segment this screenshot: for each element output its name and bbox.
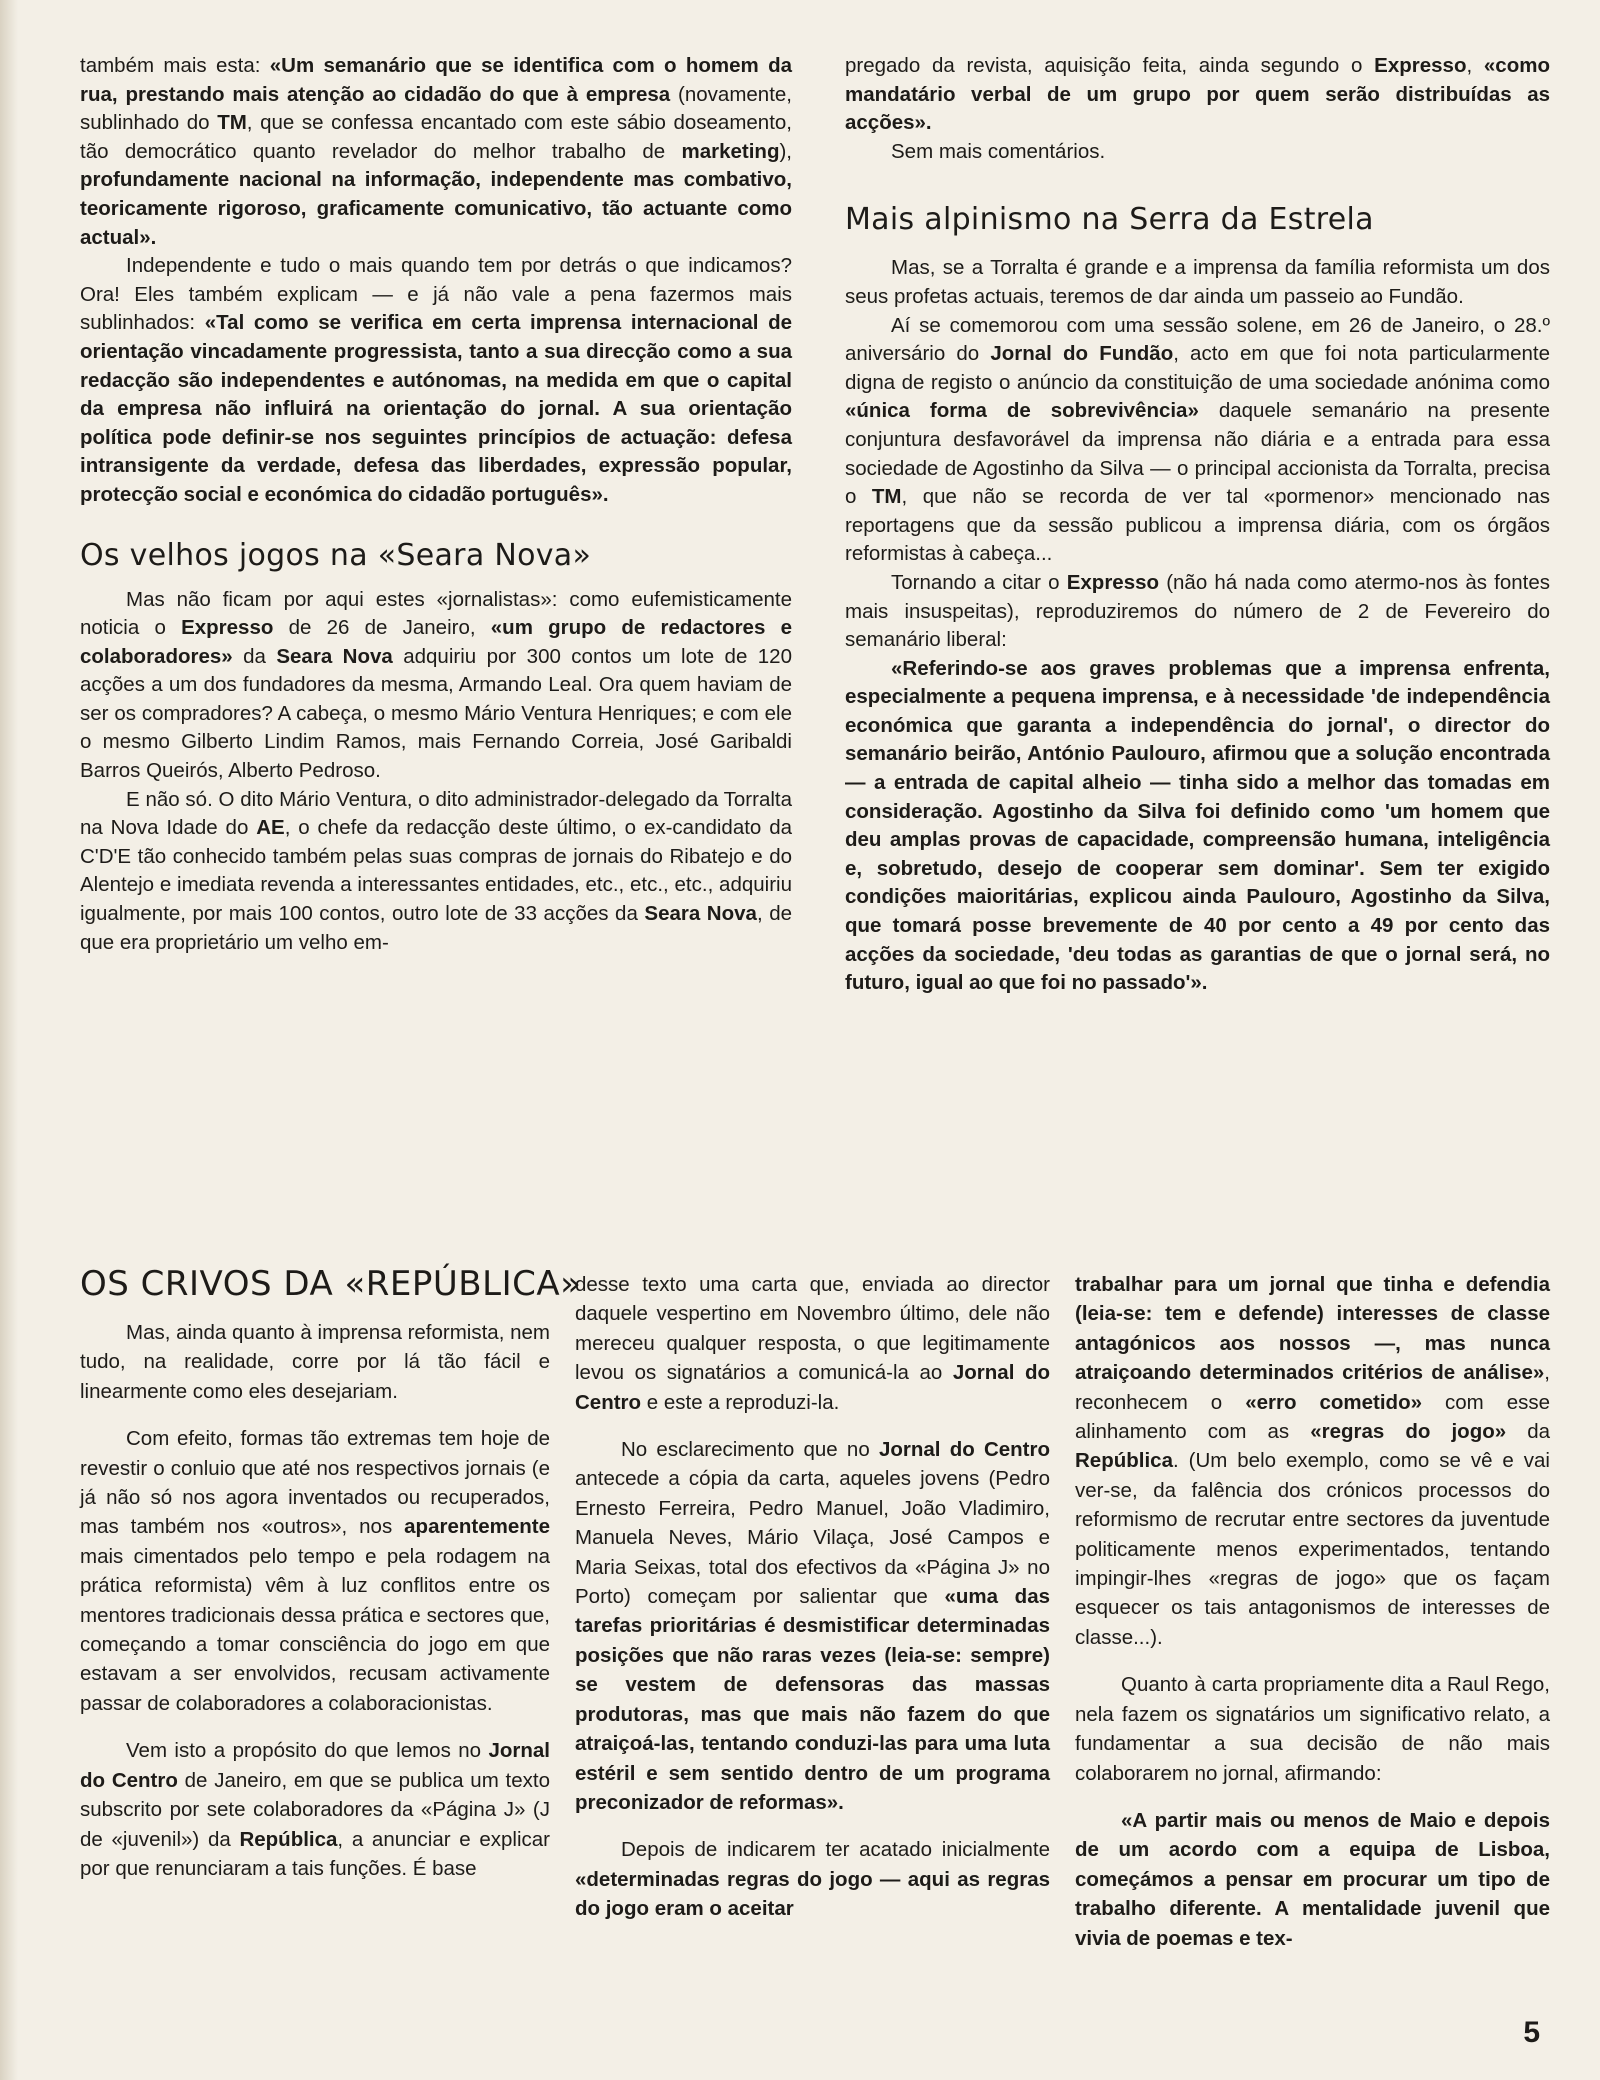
bold-text-run: «determinadas regras do jogo — aqui as regras do jogo eram o aceitar — [575, 1867, 1050, 1921]
text-run: Com efeito, formas tão extremas tem hoje de revestir o conluio que até nos respectivos jornais (e já não só nos agora inventados ou recuperados, mas também nos «outros», nos — [80, 1427, 550, 1539]
bold-text-run: trabalhar para um jornal que tinha e defendia (leia-se: tem e defende) interesses de classe antagónicos aos nossos —, mas nunca atraiçoando determinados critérios de análise» — [1075, 1273, 1550, 1385]
bold-text-run: «A partir mais ou menos de Maio e depois de um acordo com a equipa de Lisboa, começámos a pensar em procurar um tipo de trabalho diferente. A mentalidade juvenil que vivia de poemas e tex- — [1075, 1808, 1550, 1950]
text-run: , reconhecem o — [1075, 1361, 1550, 1414]
bold-text-run: AE — [256, 816, 285, 840]
text-run: Tornando a citar o — [891, 570, 1067, 594]
section-heading: Os velhos jogos na «Seara Nova» — [80, 537, 592, 573]
bottom-column-2 — [575, 1270, 1050, 1924]
paragraph — [80, 1424, 550, 1718]
text-run: , a anunciar e explicar por que renunciaram a tais funções. É base — [80, 1827, 550, 1880]
bold-text-run: Jornal do Centro — [878, 1438, 1051, 1462]
paragraph — [575, 1435, 1050, 1817]
text-run: antecede a cópia da carta, aqueles jovens (Pedro Ernesto Ferreira, Pedro Manuel, João Vladimiro, Manuela Neves, Mário Vilaça, José Campos e Maria Seixas, total dos efectivos da «Página J» no Porto) começam por salientar que — [575, 1467, 1050, 1609]
bold-text-run: «Referindo-se aos graves problemas que a imprensa enfrenta, especialmente a pequena imprensa, e à necessidade 'de independência económica que garanta a independência do jornal', o director do semanário beirão, António Paulouro, afirmou que a solução encontrada — a entrada de capital alheio — tinha sido a melhor das tomadas em consideração. Agostinho da Silva foi definido como 'um homem que deu amplas provas de capacidade, compreensão humana, inteligência e, sobretudo, desejo de cooperar sem dominar'. Sem ter exigido condições maioritárias, explicou ainda Paulouro, Agostinho da Silva, que tomará posse brevemente de 40 por cento a 49 por cento das acções da sociedade, 'deu todas as garantias de que o jornal será, no futuro, igual ao que foi no passado'». — [845, 656, 1550, 995]
bold-text-run: República — [239, 1827, 338, 1851]
paragraph — [845, 312, 1550, 569]
text-run: , de que era proprietário um velho em- — [80, 902, 793, 954]
text-run: , o chefe da redacção deste último, o ex-candidato da C'D'E tão conhecido também pelas suas compras de jornais do Ribatejo e do Alentejo e imediata revenda a interessantes entidades, etc., etc., etc., adquiriu igualmente, por mais 100 contos, outro lote de 33 acções da — [80, 816, 792, 926]
text-run: Sem mais comentários. — [891, 139, 1106, 163]
bold-text-run: marketing — [681, 139, 780, 163]
text-run: de 26 de Janeiro, — [273, 616, 491, 640]
paragraph — [80, 52, 792, 252]
text-run: com esse alinhamento com as — [1075, 1390, 1551, 1444]
paragraph — [845, 655, 1550, 998]
paragraph — [80, 252, 792, 509]
bold-text-run: «Um semanário que se identifica com o homem da rua, prestando mais atenção ao cidadão do que à empresa — [80, 54, 792, 106]
text-run: Mas, ainda quanto à imprensa reformista, nem tudo, na realidade, corre por lá tão fácil e linearmente como eles desejariam. — [80, 1321, 550, 1403]
text-run: E não só. O dito Mário Ventura, o dito administrador-delegado da Torralta na Nova Idade do — [80, 787, 792, 840]
bottom-column-1 — [80, 1318, 550, 1883]
bold-text-run: Expresso — [181, 616, 274, 640]
page-number: 5 — [1523, 2016, 1540, 2049]
text-run: ), — [779, 139, 792, 163]
top-left-column — [80, 52, 792, 957]
section-heading: Mais alpinismo na Serra da Estrela — [845, 202, 1374, 238]
text-run: desse texto uma carta que, enviada ao director daquele vespertino em Novembro último, dele não mereceu qualquer resposta, o que legitimamente levou os signatários a comunicá-la ao — [575, 1273, 1050, 1385]
text-run: pregado da revista, aquisição feita, ainda segundo o — [845, 54, 1375, 77]
text-run: da — [1506, 1420, 1550, 1444]
bold-text-run: «um grupo de redactores e colaboradores» — [80, 616, 792, 668]
text-run: adquiriu por 300 contos um lote de 120 acções a um dos fundadores da mesma, Armando Leal. Ora quem haviam de ser os compradores? A cabeça, o mesmo Mário Ventura Henriques; e com ele o mesmo Gilberto Lindim Ramos, mais Fernando Correia, José Garibaldi Barros Queirós, Alberto Pedroso. — [80, 644, 792, 783]
text-run: Vem isto a propósito do que lemos no — [126, 1739, 489, 1763]
bold-text-run: profundamente nacional na informação, independente mas combativo, teoricamente rigoroso, graficamente comunicativo, tão actuante como actual». — [80, 168, 792, 249]
bold-text-run: Expresso — [1066, 570, 1160, 594]
bold-text-run: aparentemente — [404, 1515, 550, 1539]
bold-text-run: Seara Nova — [644, 902, 757, 926]
paragraph — [575, 1835, 1050, 1923]
text-run: , que se confessa encantado com este sábio doseamento, tão democrático quanto revelador do melhor trabalho de — [80, 111, 792, 163]
bold-text-run: «uma das tarefas prioritárias é desmistificar determinadas posições que não raras vezes (leia-se: sempre) se vestem de defensoras das massas produtoras, mas que mais não fazem do que atraiçoá-las, tentando conduzi-las para uma luta estéril e sem sentido dentro de um programa preconizador de reformas». — [575, 1585, 1050, 1814]
bold-text-run: Jornal do Fundão — [990, 342, 1174, 366]
text-run: Mas não ficam por aqui estes «jornalistas»: como eufemisticamente noticia o — [80, 587, 792, 640]
paragraph — [80, 1736, 550, 1883]
bold-text-run: TM — [217, 111, 247, 135]
bottom-column-3 — [1075, 1270, 1550, 1953]
text-run: (não há nada como atermo-nos às fontes mais insuspeitas), reproduziremos do número de 2 de Fevereiro do semanário liberal: — [845, 570, 1550, 652]
paragraph — [1075, 1806, 1550, 1953]
bold-text-run: Expresso — [1374, 54, 1467, 77]
text-run: Mas, se a Torralta é grande e a imprensa da família reformista um dos seus profetas actuais, teremos de dar ainda um passeio ao Fundão. — [845, 256, 1550, 308]
bold-text-run: Seara Nova — [276, 644, 393, 668]
text-run: Depois de indicarem ter acatado inicialmente — [621, 1838, 1050, 1862]
text-run: da — [232, 644, 277, 668]
text-run: Independente e tudo o mais quando tem por detrás o que indicamos? Ora! Eles também explicam — e já não vale a pena fazermos mais sublinhados: — [80, 254, 792, 335]
text-run: e este a reproduzi-la. — [641, 1390, 840, 1414]
text-run: , acto em que foi nota particularmente digna de registo o anúncio da constituição de uma sociedade anónima como — [845, 342, 1551, 394]
text-run: No esclarecimento que no — [621, 1438, 879, 1462]
paragraph — [80, 586, 792, 786]
bold-text-run: República — [1075, 1449, 1173, 1473]
bold-text-run: «como mandatário verbal de um grupo por quem serão distribuídas as acções». — [845, 54, 1550, 135]
text-run: Quanto à carta propriamente dita a Raul Rego, nela fazem os signatários um significativo relato, a fundamentar a sua decisão de não mais colaborarem no jornal, afirmando: — [1075, 1673, 1550, 1785]
paragraph — [575, 1270, 1050, 1417]
paragraph — [1075, 1670, 1550, 1788]
paragraph — [80, 786, 792, 958]
text-run: , que não se recorda de ver tal «pormenor» mencionado nas reportagens que da sessão publicou a imprensa diária, com os órgãos reformistas à cabeça... — [845, 485, 1550, 566]
paragraph — [845, 138, 1550, 167]
bold-text-run: «Tal como se verifica em certa imprensa internacional de orientação vincadamente progressista, tanto a sua direcção como a sua redacção são independentes e autónomas, na medida em que o capital da empresa não influirá na orientação do jornal. A sua orientação política pode definir-se nos seguintes princípios de actuação: defesa intransigente da verdade, defesa das liberdades, expressão popular, protecção social e económica do cidadão português». — [80, 311, 792, 506]
text-run: mais cimentados pelo tempo e pela rodagem na prática reformista) vêm à luz conflitos entre os mentores tradicionais dessa prática e sectores que, começando a tomar consciência do jogo em que estavam a ser envolvidos, recusam activamente passar de colaboradores a colaboracionistas. — [80, 1544, 550, 1715]
bold-text-run: «única forma de sobrevivência» — [845, 399, 1199, 423]
bold-text-run: Jornal do Centro — [80, 1739, 550, 1792]
text-run: também mais esta: — [80, 54, 270, 77]
bottom-section-heading: OS CRIVOS DA «REPÚBLICA» — [80, 1264, 582, 1304]
text-run: . (Um belo exemplo, como se vê e vai ver-se, da falência dos crónicos processos do reformismo de recrutar entre sectores da juventude politicamente menos experimentados, tentando impingir-lhes «regras de jogo» que os façam esquecer os tais antagonismos de interesses de classe...). — [1075, 1449, 1550, 1649]
text-run: daquele semanário na presente conjuntura desfavorável da imprensa não diária e a entrada para essa sociedade de Agostinho da Silva — o principal accionista da Torralta, precisa o — [845, 399, 1550, 509]
text-run: (novamente, sublinhado do — [80, 82, 792, 135]
bold-text-run: TM — [871, 485, 902, 509]
text-run: de Janeiro, em que se publica um texto subscrito por sete colaboradores da «Página J» (J de «juvenil») da — [80, 1768, 551, 1851]
bold-text-run: «regras do jogo» — [1310, 1420, 1507, 1444]
bold-text-run: «erro cometido» — [1245, 1390, 1422, 1414]
paragraph — [845, 254, 1550, 311]
paragraph — [80, 1318, 550, 1406]
paragraph — [845, 52, 1550, 138]
text-run: , — [1466, 54, 1484, 77]
page-binding-edge — [0, 0, 18, 2080]
top-right-column — [845, 52, 1550, 998]
paragraph — [1075, 1270, 1550, 1652]
text-run: Aí se comemorou com uma sessão solene, em 26 de Janeiro, o 28.º aniversário do — [845, 313, 1550, 366]
bold-text-run: Jornal do Centro — [575, 1361, 1050, 1414]
paragraph — [845, 569, 1550, 655]
